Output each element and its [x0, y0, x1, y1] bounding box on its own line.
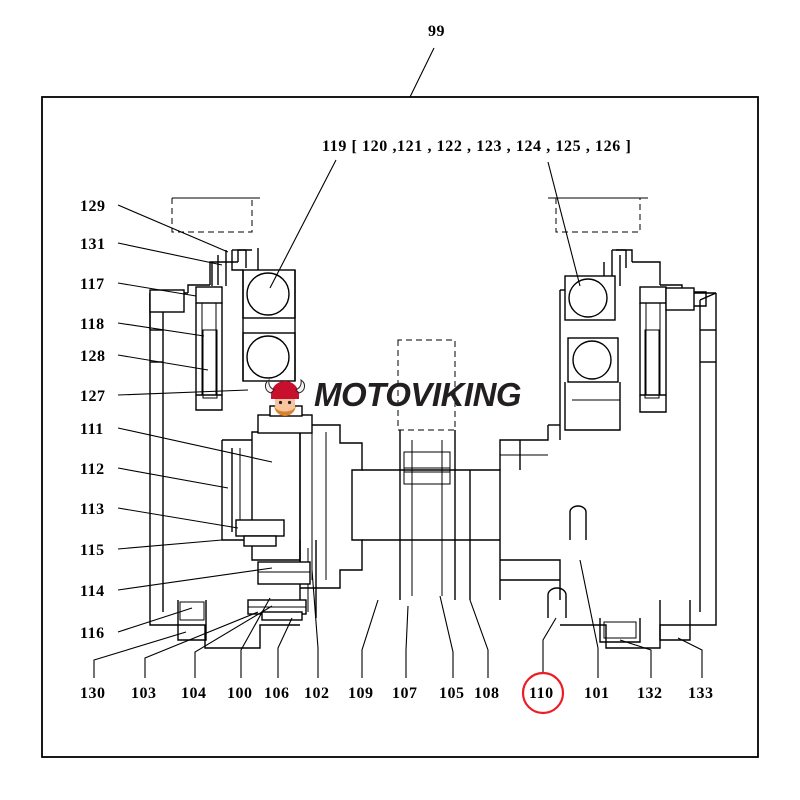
part-label-107: 107: [392, 685, 418, 702]
leader-lines-bottom: [94, 560, 702, 678]
part-label-115: 115: [80, 542, 105, 559]
part-label-116: 116: [80, 625, 105, 642]
part-label-130: 130: [80, 685, 106, 702]
part-label-127: 127: [80, 388, 106, 405]
assembly-drawing: [150, 198, 716, 648]
callout-99-leader: [410, 48, 434, 97]
part-label-100: 100: [227, 685, 253, 702]
part-label-105: 105: [439, 685, 465, 702]
part-label-133: 133: [688, 685, 714, 702]
part-label-129: 129: [80, 198, 106, 215]
part-label-113: 113: [80, 501, 105, 518]
header-group-label: 119 [ 120 ,121 , 122 , 123 , 124 , 125 , 126 ]: [322, 138, 632, 155]
part-label-108: 108: [474, 685, 500, 702]
leader-lines-header: [270, 160, 580, 288]
part-label-131: 131: [80, 236, 106, 253]
part-label-114: 114: [80, 583, 105, 600]
part-label-102: 102: [304, 685, 330, 702]
part-label-128: 128: [80, 348, 106, 365]
part-label-104: 104: [181, 685, 207, 702]
part-label-132: 132: [637, 685, 663, 702]
callout-99-label: 99: [428, 23, 445, 40]
part-label-106: 106: [264, 685, 290, 702]
part-label-103: 103: [131, 685, 157, 702]
part-label-109: 109: [348, 685, 374, 702]
part-label-111: 111: [80, 421, 104, 438]
part-label-110: 110: [529, 685, 554, 702]
part-label-118: 118: [80, 316, 105, 333]
part-label-117: 117: [80, 276, 105, 293]
watermark-text: MOTOVIKING: [314, 375, 522, 413]
part-label-101: 101: [584, 685, 610, 702]
part-label-112: 112: [80, 461, 105, 478]
leader-lines-left: [118, 205, 272, 632]
